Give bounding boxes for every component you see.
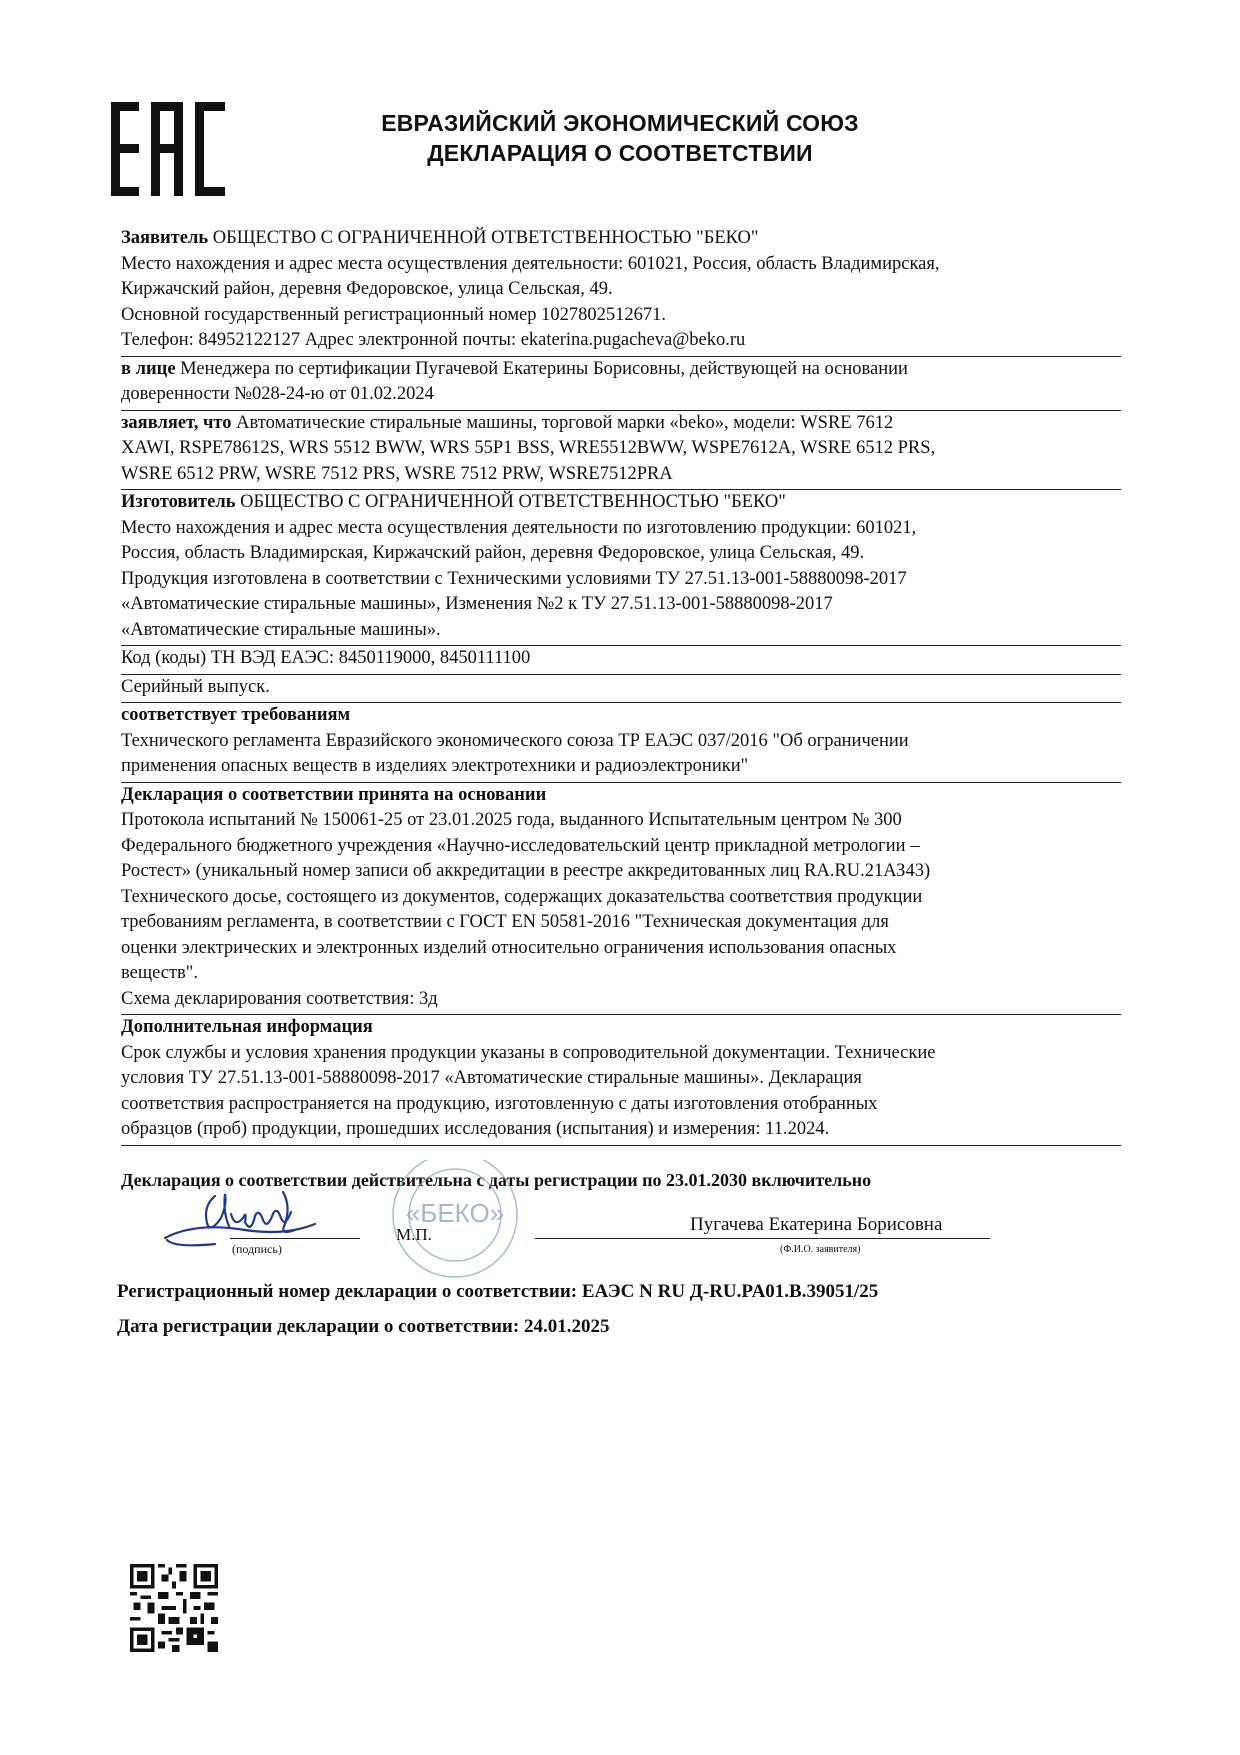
- applicant-name: ОБЩЕСТВО С ОГРАНИЧЕННОЙ ОТВЕТСТВЕННОСТЬЮ "БЕКО": [212, 228, 759, 248]
- manufacturer-line3: Продукция изготовлена в соответствии с Техническими условиями ТУ 27.51.13-001-58880098-2017: [121, 568, 907, 589]
- declares-line3: WSRE 6512 PRW, WSRE 7512 PRS, WSRE 7512 PRW, WSRE7512PRA: [121, 463, 673, 484]
- stamp-placeholder-label: М.П.: [396, 1225, 432, 1244]
- representative-line1: Менеджера по сертификации Пугачевой Екатерины Борисовны, действующей на основании: [180, 358, 908, 379]
- manufacturer-line1: Место нахождения и адрес места осуществления деятельности по изготовлению продукции: 601021,: [121, 517, 917, 538]
- signature-caption: (подпись): [232, 1242, 282, 1256]
- applicant-section: [121, 226, 1121, 357]
- additional-line2: условия ТУ 27.51.13-001-58880098-2017 «Автоматические стиральные машины». Декларация: [121, 1068, 862, 1088]
- basis-line4: Технического досье, состоящего из документов, содержащих доказательства соответствия продукции: [121, 886, 923, 907]
- qr-code: [130, 1564, 218, 1652]
- representative-line2: доверенности №028-24-ю от 01.02.2024: [121, 384, 434, 404]
- basis-label: Декларация о соответствии принята на основании: [121, 784, 547, 805]
- requirements-line2: применения опасных веществ в изделиях электротехники и радиоэлектроники": [121, 756, 749, 776]
- serial-section: [121, 675, 1121, 704]
- svg-text:«БЕКО»: «БЕКО»: [405, 1198, 505, 1228]
- manufacturer-name: ОБЩЕСТВО С ОГРАНИЧЕННОЙ ОТВЕТСТВЕННОСТЬЮ "БЕКО": [240, 492, 786, 512]
- tn-ved-section: [121, 646, 1121, 675]
- union-title: ЕВРАЗИЙСКИЙ ЭКОНОМИЧЕСКИЙ СОЮЗ: [381, 110, 859, 136]
- requirements-section: [121, 703, 1121, 783]
- applicant-label: Заявитель: [121, 228, 209, 248]
- manufacturer-label: Изготовитель: [121, 492, 236, 512]
- registration-number: Регистрационный номер декларации о соответствии: ЕАЭС N RU Д-RU.PA01.B.39051/25: [117, 1281, 879, 1302]
- basis-section: [121, 783, 1121, 1016]
- declares-line2: XAWI, RSPE78612S, WRS 5512 BWW, WRS 55P1 BSS, WRE5512BWW, WSPE7612A, WSRE 6512 PRS,: [121, 438, 936, 458]
- declares-line1: Автоматические стиральные машины, торговой марки «beko», модели: WSRE 7612: [236, 412, 894, 433]
- tn-ved-codes: Код (коды) ТН ВЭД ЕАЭС: 8450119000, 8450111100: [121, 648, 531, 668]
- signatory-name: Пугачева Екатерина Борисовна: [690, 1214, 943, 1235]
- additional-line4: образцов (проб) продукции, прошедших исследования (испытания) и измерения: 11.2024.: [121, 1119, 830, 1139]
- applicant-address-line1: Место нахождения и адрес места осуществления деятельности: 601021, Россия, область Владимирская,: [121, 253, 940, 274]
- basis-line1: Протокола испытаний № 150061-25 от 23.01.2025 года, выданного Испытательным центром № 300: [121, 810, 902, 830]
- name-caption: (Ф.И.О. заявителя): [780, 1244, 861, 1255]
- declares-label: заявляет, что: [121, 412, 232, 433]
- manufacturer-line4: «Автоматические стиральные машины», Изменения №2 к ТУ 27.51.13-001-58880098-2017: [121, 594, 833, 614]
- manufacturer-line5: «Автоматические стиральные машины».: [121, 619, 441, 640]
- eac-logo: [111, 102, 225, 196]
- signature-line: [230, 1238, 360, 1239]
- applicant-ogrn: Основной государственный регистрационный номер 1027802512671.: [121, 304, 666, 325]
- additional-line1: Срок службы и условия хранения продукции указаны в сопроводительной документации. Технические: [121, 1042, 936, 1063]
- requirements-line1: Технического регламента Евразийского экономического союза ТР ЕАЭС 037/2016 "Об ограничении: [121, 730, 909, 751]
- basis-line5: требованиям регламента, в соответствии с ГОСТ EN 50581-2016 "Техническая документация для: [121, 912, 889, 932]
- manufacturer-line2: Россия, область Владимирская, Киржачский район, деревня Федоровское, улица Сельская, 49.: [121, 543, 865, 563]
- applicant-address-line2: Киржачский район, деревня Федоровское, улица Сельская, 49.: [121, 279, 613, 299]
- additional-section: [121, 1015, 1121, 1146]
- declaration-body: [121, 226, 1121, 1146]
- manufacturer-section: [121, 490, 1121, 646]
- declaration-scheme: Схема декларирования соответствия: 3д: [121, 988, 438, 1009]
- representative-label: в лице: [121, 358, 176, 379]
- registration-date: Дата регистрации декларации о соответствии: 24.01.2025: [117, 1316, 610, 1337]
- additional-label: Дополнительная информация: [121, 1017, 373, 1037]
- declares-section: [121, 411, 1121, 491]
- basis-line7: веществ".: [121, 963, 198, 983]
- basis-line6: оценки электрических и электронных изделий относительно ограничения использования опасных: [121, 937, 897, 958]
- name-line: [535, 1238, 990, 1239]
- basis-line2: Федерального бюджетного учреждения «Научно-исследовательский центр прикладной метрологии –: [121, 835, 920, 856]
- representative-section: [121, 357, 1121, 411]
- applicant-contacts: Телефон: 84952122127 Адрес электронной почты: ekaterina.pugacheva@beko.ru: [121, 330, 746, 350]
- declaration-title: ДЕКЛАРАЦИЯ О СООТВЕТСТВИИ: [427, 140, 813, 166]
- basis-line3: Ростест» (уникальный номер записи об аккредитации в реестре аккредитованных лиц RA.RU.21АЗ43): [121, 861, 931, 881]
- document-header: [300, 108, 940, 168]
- serial-production: Серийный выпуск.: [121, 676, 270, 697]
- requirements-label: соответствует требованиям: [121, 705, 351, 725]
- additional-line3: соответствия распространяется на продукцию, изготовленную с даты изготовления отобранных: [121, 1093, 878, 1114]
- company-stamp: [340, 1160, 530, 1300]
- validity-statement: Декларация о соответствии действительна с даты регистрации по 23.01.2030 включительно: [121, 1170, 872, 1190]
